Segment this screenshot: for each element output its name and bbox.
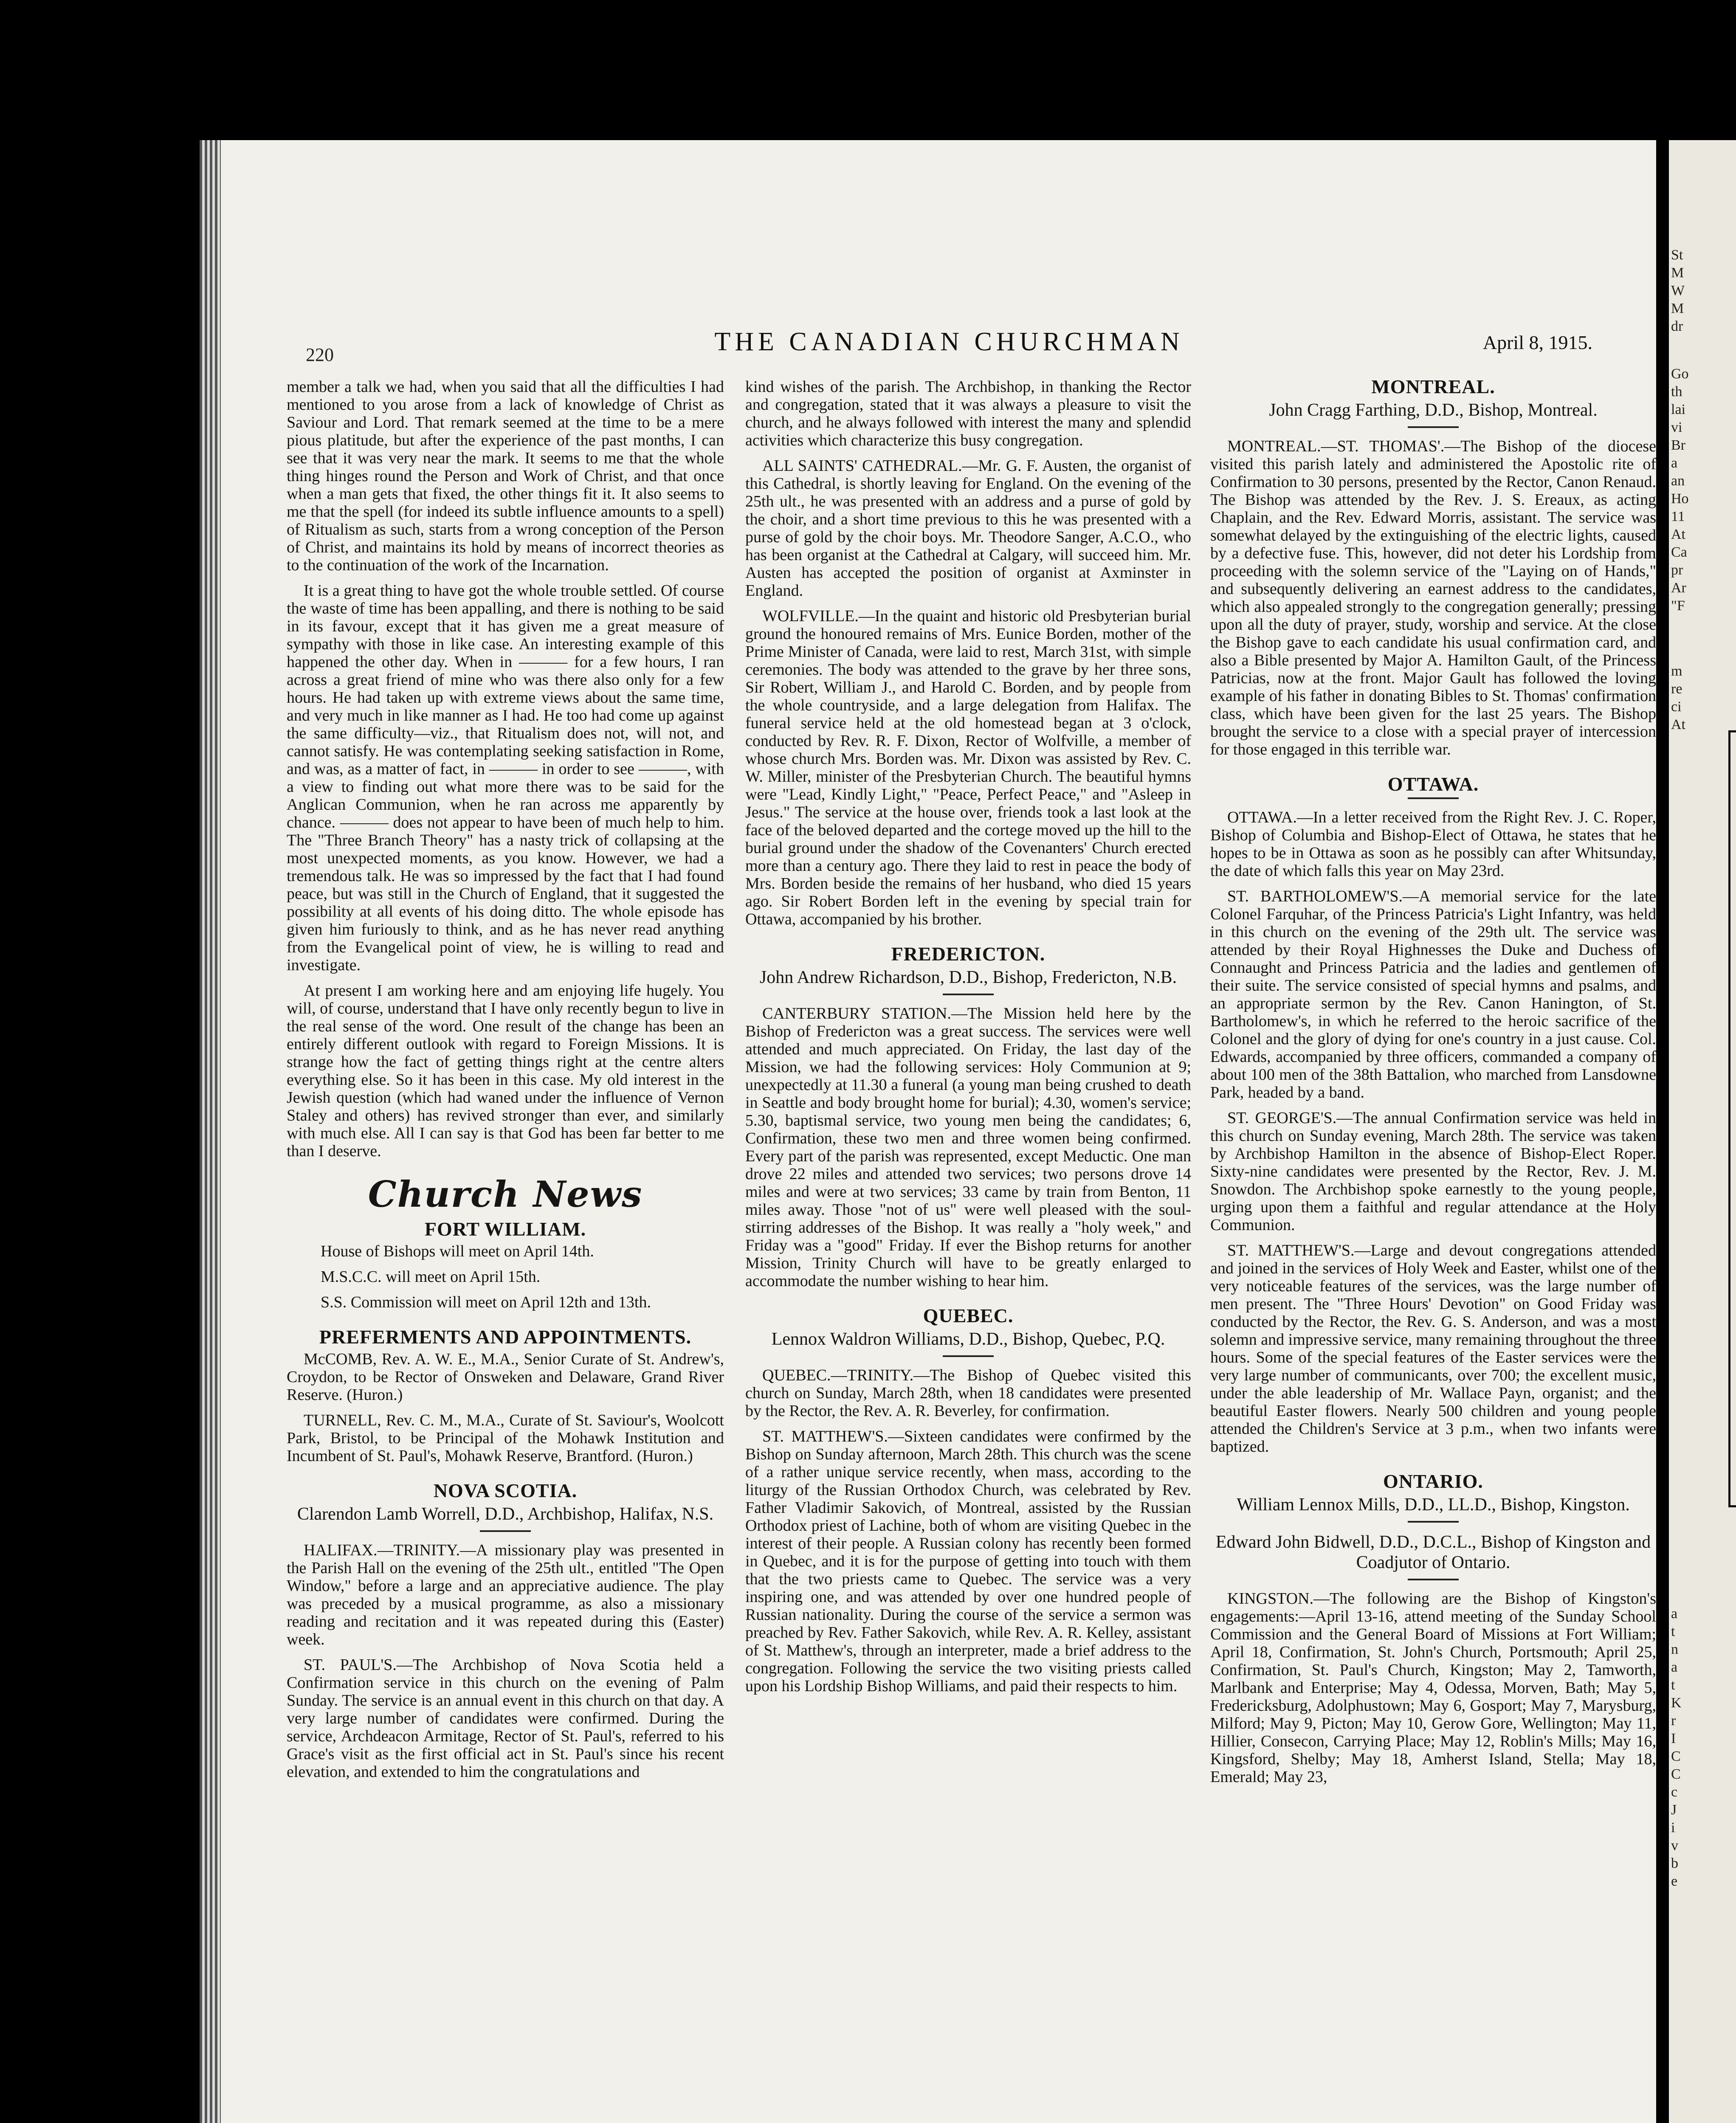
clip-mark: [1694, 98, 1711, 138]
article-paragraph: ST. BARTHOLOMEW'S.—A memorial service for the late Colonel Farquhar, of the Princess Patricia's Light Infantry, was held in this church on the evening of the 29th ult. The service was attended by their Royal Highnesses the Duke and Duchess of Connaught and Princess Patricia and the ladies and gentlemen of their suite. The service consisted of special hymns and psalms, and an appropriate sermon by the Rev. Canon Hanington, of St. Bartholomew's, in which he referred to the heroic sacrifice of the Colonel and the glory of dying for one's country in a just cause. Col. Edwards, accompanied by three officers, commanded a company of about 100 men of the 38th Battalion, who marched from Lansdowne Park, headed by a band.: [1210, 887, 1656, 1101]
adjacent-text-fragment: a t n a t K r I C C c J i v b e: [1671, 1606, 1682, 1889]
article-paragraph: KINGSTON.—The following are the Bishop of Kingston's engagements:—April 13-16, attend meeting of the Sunday School Commission and the General Board of Missions at Fort William; April 18, Confirmation, St. John's Church, Portsmouth; April 25, Confirmation, St. Paul's Church, Kingston; May 2, Tamworth, Marlbank and Enterprise; May 4, Odessa, Morven, Bath; May 5, Fredericksburg, Adolphustown; May 6, Gosport; May 7, Marysburg, Milford; May 9, Picton; May 10, Gerow Gore, Wellington; May 11, Hillier, Consecon, Carrying Place; May 12, Roblin's Mills; May 16, Kingsford, Shelby; May 18, Amherst Island, Stella; May 18, Emerald; May 23,: [1210, 1590, 1656, 1786]
article-paragraph: CANTERBURY STATION.—The Mission held here by the Bishop of Fredericton was a great success. The services were well attended and much appreciated. On Friday, the last day of the Mission, we had the following services: Holy Communion at 9; unexpectedly at 11.30 a funeral (a young man being crushed to death in Seattle and body brought home for burial); 4.30, women's service; 5.30, baptismal service, two young men being the candidates; 6, Confirmation, these two men and three women being confirmed. Every part of the parish was represented, except Meductic. One man drove 22 miles and attended two services; two persons drove 14 miles and were at two services; 33 came by train from Benton, 11 miles away. Those "not of us" were well pleased with the soul-stirring addresses of the Bishop. It was really a "holy week," and Friday was a "good" Friday. If ever the Bishop returns for another Mission, Trinity Church will have to be greatly enlarged to accommodate the number wishing to hear him.: [745, 1005, 1191, 1290]
divider: [1408, 1579, 1459, 1580]
article-paragraph: ST. PAUL'S.—The Archbishop of Nova Scotia held a Confirmation service in this church on the evening of Palm Sunday. The service is an annual event in this church on that day. A very large number of candidates were confirmed. During the service, Archdeacon Armitage, Rector of St. Paul's, referred to his Grace's visit as the first official act in St. Paul's since his recent elevation, and extended to him the congratulations and: [287, 1656, 724, 1781]
article-paragraph: ST. MATTHEW'S.—Sixteen candidates were confirmed by the Bishop on Sunday afternoon, March 28th. This church was the scene of a rather unique service recently, when mass, according to the liturgy of the Russian Orthodox Church, was celebrated by Rev. Father Vladimir Sakovich, of Montreal, assisted by the Russian Orthodox priest of Lachine, both of whom are visiting Quebec in the interest of their people. A Russian colony has recently been formed in Quebec, and it is for the purpose of getting into touch with them that the two priests came to Quebec. The service was a very inspiring one, and was attended by over one hundred people of Russian nationality. During the course of the service a sermon was preached by Rev. Father Sakovich, while Rev. A. R. Kelley, assistant of St. Matthew's, through an interpreter, made a brief address to the congregation. Following the service the two visiting priests called upon his Lordship Bishop Williams, and paid their respects to him.: [745, 1428, 1191, 1695]
divider: [1408, 1521, 1459, 1523]
page-header: [306, 327, 1592, 374]
divider: [1408, 426, 1459, 428]
appointment-entry: McCOMB, Rev. A. W. E., M.A., Senior Curate of St. Andrew's, Croydon, to be Rector of Onsweken and Delaware, Grand River Reserve. (Huron.): [287, 1350, 724, 1404]
section-heading-ontario: ONTARIO.: [1383, 1470, 1483, 1492]
divider: [1408, 797, 1459, 799]
section-heading-nova-scotia: NOVA SCOTIA.: [433, 1480, 578, 1501]
divider: [943, 994, 994, 995]
appointment-entry: TURNELL, Rev. C. M., M.A., Curate of St. Saviour's, Woolcott Park, Bristol, to be Principal of the Mohawk Institution and Incumbent of St. Paul's, Mohawk Reserve, Brantford. (Huron.): [287, 1411, 724, 1465]
adjacent-text-fragment: m re ci At: [1671, 663, 1685, 732]
bishop-subheading: Lennox Waldron Williams, D.D., Bishop, Quebec, P.Q.: [771, 1329, 1165, 1349]
article-paragraph: ALL SAINTS' CATHEDRAL.—Mr. G. F. Austen, the organist of this Cathedral, is shortly leaving for England. On the evening of the 25th ult., he was presented with an address and a purse of gold by the choir, and a short time previous to this he was presented with a purse of gold by the choir boys. Mr. Theodore Sanger, A.C.O., who has been organist at the Cathedral at Calgary, will succeed him. Mr. Austen has accepted the position of organist at Axminster in England.: [745, 457, 1191, 600]
notice-line: M.S.C.C. will meet on April 15th.: [321, 1268, 541, 1286]
notice-line: S.S. Commission will meet on April 12th and 13th.: [321, 1293, 651, 1311]
article-paragraph: WOLFVILLE.—In the quaint and historic old Presbyterian burial ground the honoured remains of Mrs. Eunice Borden, mother of the Prime Minister of Canada, were laid to rest, March 31st, with simple ceremonies. The body was attended to the grave by her three sons, Sir Robert, William J., and Harold C. Borden, and by people from the whole countryside, and a large delegation from Halifax. The funeral service held at the old homestead began at 3 o'clock, conducted by Rev. R. F. Dixon, Rector of Wolfville, a member of whose church Mrs. Borden was. Mr. Dixon was assisted by Rev. C. W. Miller, minister of the Presbyterian Church. The beautiful hymns were "Lead, Kindly Light," "Peace, Perfect Peace," and "Asleep in Jesus." The service at the house over, friends took a last look at the face of the beloved departed and the cortege moved up the hill to the burial ground under the shadow of the Covenanters' Church erected more than a century ago. There they laid to rest in peace the body of Mrs. Borden beside the remains of her husband, who died 15 years ago. Sir Robert Borden left in the evening by special train for Ottawa, accompanied by his brother.: [745, 607, 1191, 928]
article-paragraph: ST. GEORGE'S.—The annual Confirmation service was held in this church on Sunday evening, March 28th. The service was taken by Archbishop Hamilton in the absence of Bishop-Elect Roper. Sixty-nine candidates were presented by the Rector, Rev. J. M. Snowdon. The Archbishop spoke earnestly to the young people, urging upon them a faithful and regular attendance at the Holy Communion.: [1210, 1109, 1656, 1234]
clip-mark: [1663, 98, 1680, 138]
bishop-subheading: Clarendon Lamb Worrell, D.D., Archbishop, Halifax, N.S.: [297, 1504, 714, 1524]
section-heading-montreal: MONTREAL.: [1371, 376, 1495, 397]
section-heading-ottawa: OTTAWA.: [1387, 773, 1479, 795]
issue-date: April 8, 1915.: [1482, 332, 1592, 353]
article-paragraph: ST. MATTHEW'S.—Large and devout congregations attended and joined in the services of Holy Week and Easter, whilst one of the very noticeable features of the services, was the large number of men present. The "Three Hours' Devotion" on Good Friday was conducted by the Rector, the Rev. G. S. Anderson, and was a most solemn and impressive service, many remaining throughout the three hours. Some of the special features of the Easter services were the very large number of communicants, over 700; the excellent music, under the able leadership of Mr. Wallace Payn, organist; and the beautiful Easter flowers. Nearly 500 children and young people attended the Children's Service at 3 p.m., when two infants were baptized.: [1210, 1242, 1656, 1456]
masthead: THE CANADIAN CHURCHMAN: [714, 327, 1184, 356]
section-heading-fredericton: FREDERICTON.: [891, 943, 1046, 965]
bishop-subheading: Edward John Bidwell, D.D., D.C.L., Bishop of Kingston and Coadjutor of Ontario.: [1215, 1532, 1651, 1572]
article-paragraph: MONTREAL.—ST. THOMAS'.—The Bishop of the diocese visited this parish lately and administered the Apostolic rite of Confirmation to 30 persons, presented by the Rector, Canon Renaud. The Bishop was attended by the Rev. J. S. Ereaux, as acting Chaplain, and the Rev. Edward Morris, assistant. The service was somewhat delayed by the extinguishing of the electric lights, caused by a defective fuse. This, however, did not deter his Lordship from proceeding with the solemn service of the "Laying on of Hands," and subsequently delivering an earnest address to the candidates, which also appealed strongly to the congregation generally; pressing upon all the duty of prayer, study, worship and service. At the close the Bishop gave to each candidate his usual confirmation card, and also a Bible presented by Major A. Hamilton Gault, of the Princess Patricias, now at the front. Major Gault has followed the loving example of his father in donating Bibles to St. Thomas' confirmation class, which have been given for the last 25 years. The Bishop brought the service to a close with a special prayer of intercession for those engaged in this terrible war.: [1210, 437, 1656, 758]
divider: [943, 1355, 994, 1357]
article-paragraph: QUEBEC.—TRINITY.—The Bishop of Quebec visited this church on Sunday, March 28th, when 18 candidates were presented by the Rector, the Rev. A. R. Beverley, for confirmation.: [745, 1366, 1191, 1420]
page-number: 220: [306, 344, 334, 365]
adjacent-page-frame: [1728, 730, 1736, 1507]
article-paragraph: OTTAWA.—In a letter received from the Right Rev. J. C. Roper, Bishop of Columbia and Bishop-Elect of Ottawa, he states that he hopes to be in Ottawa as soon as he possibly can after Whitsunday, the date of which falls this year on May 23rd.: [1210, 808, 1656, 880]
section-heading-quebec: QUEBEC.: [923, 1305, 1014, 1326]
bishop-subheading: William Lennox Mills, D.D., LL.D., Bishop, Kingston.: [1237, 1495, 1630, 1515]
column-3: [1210, 378, 1656, 1794]
adjacent-text-fragment: Go th lai vi Br a an Ho 11 At Ca pr Ar "F: [1671, 366, 1689, 614]
divider: [480, 1530, 531, 1532]
article-paragraph: It is a great thing to have got the whole trouble settled. Of course the waste of time has been appalling, and there is nothing to be said in its favour, except that it has given me a great measure of sympathy with those in like case. An interesting example of this happened the other day. When in ——— for a few hours, I ran across a great friend of mine who was there also only for a few hours. He had taken up with extreme views about the same time, and very much in like manner as I had. He too had come up against the same difficulty—viz., that Ritualism does not, will not, and cannot satisfy. He was contemplating seeking satisfaction in Rome, and was, as a matter of fact, in ——— in order to see ———, with a view to finding out what more there was to be said for the Anglican Communion, when he ran across me apparently by chance. ——— does not appear to have been of much help to him. The "Three Branch Theory" has a nasty trick of collapsing at the most unexpected moments, as you know. However, we had a tremendous talk. He was so impressed by the fact that I had found peace, but was still in the Church of England, that it suggested the possibility at all events of his doing ditto. The whole episode has given him furiously to think, and as he has never read anything from the Evangelical point of view, he is willing to read and investigate.: [287, 582, 724, 974]
article-paragraph: At present I am working here and am enjoying life hugely. You will, of course, understand that I have only recently begun to live in the real sense of the word. One result of the change has been an entirely different outlook with regard to Foreign Missions. It is strange how the fact of getting things right at the centre alters everything else. So it has been in this case. My old interest in the Jewish question (which had waned under the influence of Vernon Staley and others) has revived stronger than ever, and similarly with much else. All I can say is that God has been far better to me than I deserve.: [287, 982, 724, 1160]
section-heading-fort-william: FORT WILLIAM.: [424, 1218, 586, 1240]
bishop-subheading: John Cragg Farthing, D.D., Bishop, Montreal.: [1269, 400, 1598, 420]
article-paragraph: HALIFAX.—TRINITY.—A missionary play was presented in the Parish Hall on the evening of the 25th ult., entitled "The Open Window," before a large and an appreciative audience. The play was preceded by a musical programme, as also a missionary reading and recitation and it was repeated during this (Easter) week.: [287, 1541, 724, 1648]
notice-line: House of Bishops will meet on April 14th.: [321, 1242, 594, 1260]
newspaper-page: [221, 140, 1656, 2123]
section-heading-preferments: PREFERMENTS AND APPOINTMENTS.: [319, 1326, 692, 1348]
article-paragraph: member a talk we had, when you said that all the difficulties I had mentioned to you arose from a lack of knowledge of Christ as Saviour and Lord. That remark seemed at the time to be a mere pious platitude, but after the experience of the past months, I can see that it was very near the mark. It seems to me that the whole thing hinges round the Person and Work of Christ, and that once when a man gets that fixed, the other things fit it. It also seems to me that the spell (for indeed its subtle influence amounts to a spell) of Ritualism as such, starts from a wrong conception of the Person of Christ, and maintains its hold by means of incorrect theories as to the continuation of the work of the Incarnation.: [287, 378, 724, 574]
adjacent-text-fragment: St M W M dr: [1671, 247, 1685, 334]
bishop-subheading: John Andrew Richardson, D.D., Bishop, Fredericton, N.B.: [759, 968, 1177, 987]
column-1: [287, 378, 724, 1788]
church-news-heading: Church News: [368, 1173, 643, 1215]
article-paragraph: kind wishes of the parish. The Archbishop, in thanking the Rector and congregation, stated that it was always a pleasure to visit the church, and he always followed with interest the many and splendid activities which characterize this busy congregation.: [745, 378, 1191, 449]
column-2: [745, 378, 1191, 1703]
